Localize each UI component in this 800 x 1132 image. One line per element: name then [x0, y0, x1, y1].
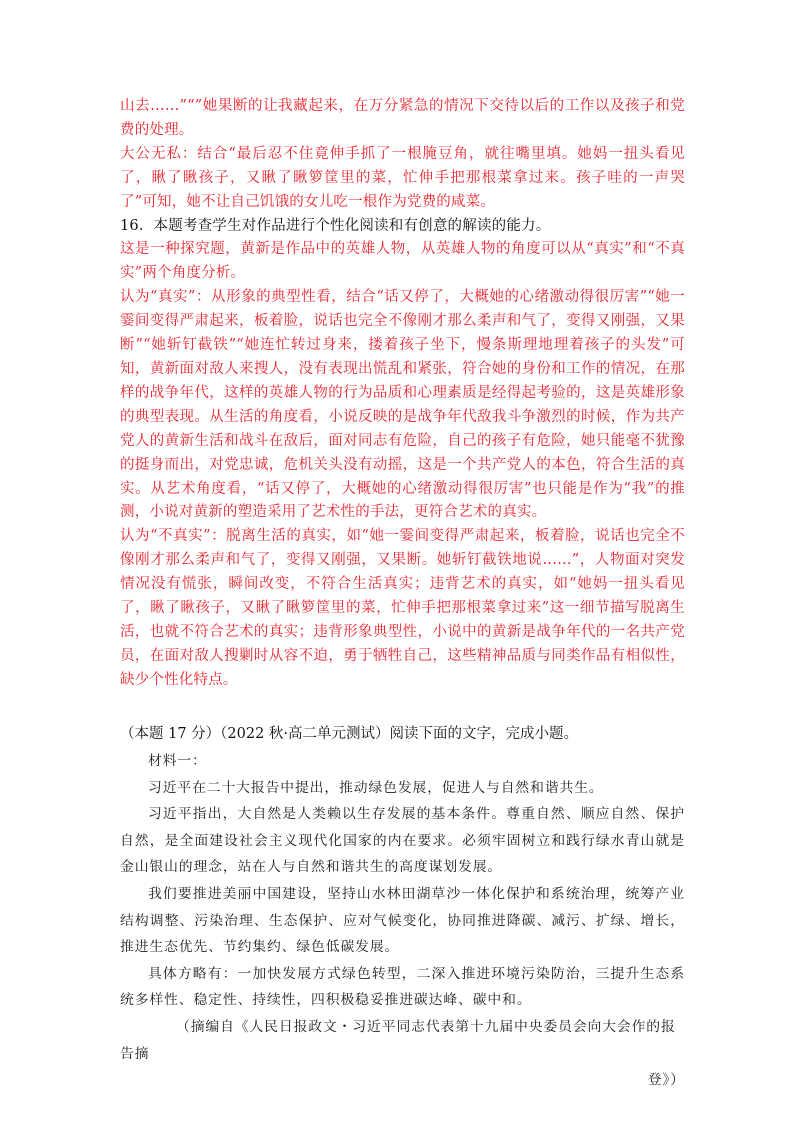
- material-label: 材料一：: [148, 753, 207, 769]
- reading-material: [120, 748, 685, 1094]
- material-paragraph: 具体方略有：一加快发展方式绿色转型，二深入推进环境污染防治，三提升生态系统多样性、稳定性、持续性，四积极稳妥推进碳达峰、碳中和。: [120, 965, 685, 1009]
- question-header: （本题 17 分）（2022 秋·高二单元测试）阅读下面的文字，完成小题。: [120, 726, 579, 742]
- material-source-end: 登》）: [647, 1072, 685, 1089]
- material-paragraph: 习近平指出，大自然是人类赖以生存发展的基本条件。尊重自然、顺应自然、保护自然，是全面建设社会主义现代化国家的内在要求。必须牢固树立和践行绿水青山就是金山银山的理念，站在人与自然和谐共生的高度谋划发展。: [120, 806, 685, 876]
- answer-analysis: [120, 95, 685, 693]
- material-paragraph: 我们要推进美丽中国建设，坚持山水林田湖草沙一体化保护和系统治理，统筹产业结构调整、污染治理、生态保护、应对气候变化，协同推进降碳、减污、扩绿、增长，推进生态优先、节约集约、绿色低碳发展。: [120, 885, 685, 956]
- material-paragraph: 习近平在二十大报告中提出，推动绿色发展，促进人与自然和谐共生。: [148, 779, 604, 796]
- answer-paragraph: 大公无私：结合“最后忍不住竟伸手抓了一根腌豆角，就往嘴里填。她妈一扭头看见了，瞅了瞅孩子，又瞅了瞅箩筐里的菜，忙伸手把那根菜拿过来。孩子哇的一声哭了”可知，她不让自己饥饿的女儿吃一根作为党费的咸菜。: [120, 145, 685, 210]
- answer-paragraph-real: 认为“真实”：从形象的典型性看，结合“话又停了，大概她的心绪激动得很厉害”“她一霎间变得严肃起来，板着脸，说话也完全不像刚才那么柔声和气了，变得又刚强，又果断”“她斩钉截铁”“她连忙转过身来，搂着孩子坐下，慢条斯理地理着孩子的头发”可知，黄新面对敌人来搜人，没有表现出慌乱和紧张，符合她的身份和工作的情况，在那样的战争年代，这样的英雄人物的行为品质和心理素质是经得起考验的，这是英雄形象的典型表现。从生活的角度看，小说反映的是战争年代敌我斗争激烈的时候，作为共产党人的黄新生活和战斗在敌后，面对同志有危险，自己的孩子有危险，她只能毫不犹豫的挺身而出，对党忠诚，危机关头没有动摇，这是一个共产党人的本色，符合生活的真实。从艺术角度看，“话又停了，大概她的心绪激动得很厉害”也只能是作为“我”的推测，小说对黄新的塑造采用了艺术性的手法，更符合艺术的真实。: [120, 289, 685, 521]
- answer-paragraph-unreal: 认为“不真实”：脱离生活的真实，如“她一霎间变得严肃起来，板着脸，说话也完全不像刚才那么柔声和气了，变得又刚强，又果断。她斩钉截铁地说……”，人物面对突发情况没有慌张，瞬间改变，不符合生活真实；违背艺术的真实，如“她妈一扭头看见了，瞅了瞅孩子，又瞅了瞅箩筐里的菜，忙伸手把那根菜拿过来”这一细节描写脱离生活，也就不符合艺术的真实；违背形象典型性，小说中的黄新是战争年代的一名共产党员，在面对敌人搜剿时从容不迫，勇于牺牲自己，这些精神品质与同类作品有相似性，缺少个性化特点。: [120, 528, 685, 688]
- answer-paragraph: 这是一种探究题，黄新是作品中的英雄人物，从英雄人物的角度可以从“真实”和“不真实”两个角度分析。: [120, 241, 685, 282]
- answer-paragraph: 山去……”“”她果断的让我藏起来，在万分紧急的情况下交待以后的工作以及孩子和党费的处理。: [120, 98, 685, 138]
- material-source: （摘编自《人民日报政文・习近平同志代表第十九届中央委员会向大会作的报告摘: [120, 1018, 676, 1062]
- question-16-note: 16．本题考查学生对作品进行个性化阅读和有创意的解读的能力。: [120, 217, 551, 234]
